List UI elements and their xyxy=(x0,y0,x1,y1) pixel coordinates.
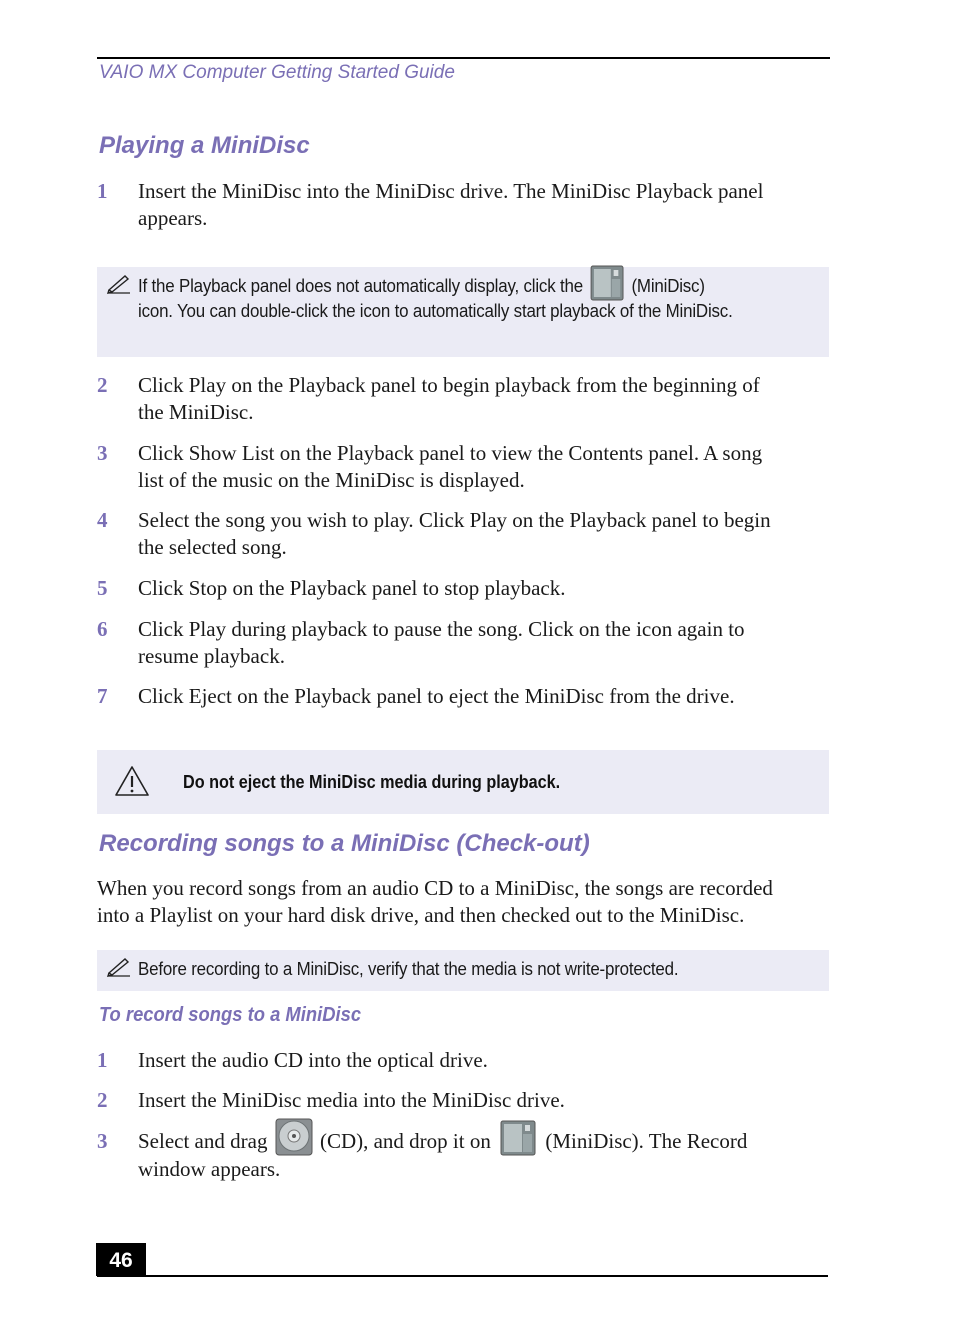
subsection-title-record: To record songs to a MiniDisc xyxy=(99,1004,362,1026)
intro-line: into a Playlist on your hard disk drive, and then checked out to the MiniDisc. xyxy=(97,903,745,927)
step-number: 1 xyxy=(97,179,108,203)
caution-box xyxy=(97,750,829,814)
step-text-part: window appears. xyxy=(138,1157,281,1182)
step-text-line: list of the music on the MiniDisc is displayed. xyxy=(138,468,525,492)
section-title-playing: Playing a MiniDisc xyxy=(99,132,310,159)
step-text-line: resume playback. xyxy=(138,644,285,668)
step-6 xyxy=(97,616,827,670)
note-box-write-protect xyxy=(97,950,829,991)
note-pencil-icon xyxy=(106,955,132,977)
step-number: 2 xyxy=(97,1088,108,1112)
section-title-recording: Recording songs to a MiniDisc (Check-out) xyxy=(99,830,590,857)
step-text-part: (MiniDisc). The Record xyxy=(545,1129,748,1153)
note-pencil-icon xyxy=(106,272,132,294)
step-number: 3 xyxy=(97,1129,108,1153)
step-text-line: Click Play on the Playback panel to begin playback from the beginning of xyxy=(138,373,760,397)
step-text-line: Click Eject on the Playback panel to eject the MiniDisc from the drive. xyxy=(138,684,735,708)
step-text-part: (CD), and drop it on xyxy=(319,1129,491,1153)
step-text-line: the MiniDisc. xyxy=(138,400,254,424)
step-number: 4 xyxy=(97,508,108,532)
step-text: Insert the audio CD into the optical drive. xyxy=(138,1048,488,1072)
step-2 xyxy=(97,372,827,426)
record-step-2 xyxy=(97,1087,827,1114)
step-text-part: Select and drag xyxy=(138,1129,268,1153)
step-7 xyxy=(97,683,827,710)
step-4 xyxy=(97,507,827,561)
step-1 xyxy=(97,178,827,234)
step-text-line: Click Play during playback to pause the song. Click on the icon again to xyxy=(138,617,745,641)
step-number: 7 xyxy=(97,684,108,708)
step-text-line: the selected song. xyxy=(138,535,287,559)
step-number: 1 xyxy=(97,1048,108,1072)
step-number: 3 xyxy=(97,441,108,465)
warning-triangle-icon xyxy=(113,764,151,798)
step-number: 5 xyxy=(97,576,108,600)
step-text-line: Click Stop on the Playback panel to stop playback. xyxy=(138,576,566,600)
note-text-before: If the Playback panel does not automatically display, click the xyxy=(138,275,583,296)
step-text: Insert the MiniDisc media into the MiniDisc drive. xyxy=(138,1088,565,1112)
note-text-after: (MiniDisc) xyxy=(631,275,705,296)
minidisc-icon xyxy=(500,1120,536,1156)
step-text-line: Select the song you wish to play. Click Play on the Playback panel to begin xyxy=(138,508,771,532)
cd-icon xyxy=(275,1118,313,1156)
recording-intro xyxy=(97,875,832,929)
write-protect-note: Before recording to a MiniDisc, verify that the media is not write-protected. xyxy=(138,959,679,979)
note-line-1 xyxy=(138,273,852,301)
step-5 xyxy=(97,575,827,602)
header-rule xyxy=(97,57,830,59)
intro-line: When you record songs from an audio CD to a MiniDisc, the songs are recorded xyxy=(97,876,773,900)
note-line-2: icon. You can double-click the icon to automatically start playback of the MiniDisc. xyxy=(138,301,733,321)
step-number: 6 xyxy=(97,617,108,641)
caution-text: Do not eject the MiniDisc media during playback. xyxy=(183,772,561,792)
footer-rule xyxy=(97,1275,828,1277)
page-number: 46 xyxy=(96,1243,146,1276)
record-step-3 xyxy=(97,1128,827,1184)
note-box-playback xyxy=(97,267,829,357)
step-text: Insert the MiniDisc into the MiniDisc drive. The MiniDisc Playback panel appears. xyxy=(138,179,764,230)
step-3 xyxy=(97,440,827,494)
minidisc-icon xyxy=(590,265,624,301)
step-text-line: Click Show List on the Playback panel to view the Contents panel. A song xyxy=(138,441,763,465)
record-step-1 xyxy=(97,1047,827,1074)
running-title: VAIO MX Computer Getting Started Guide xyxy=(99,62,455,83)
step-number: 2 xyxy=(97,373,108,397)
